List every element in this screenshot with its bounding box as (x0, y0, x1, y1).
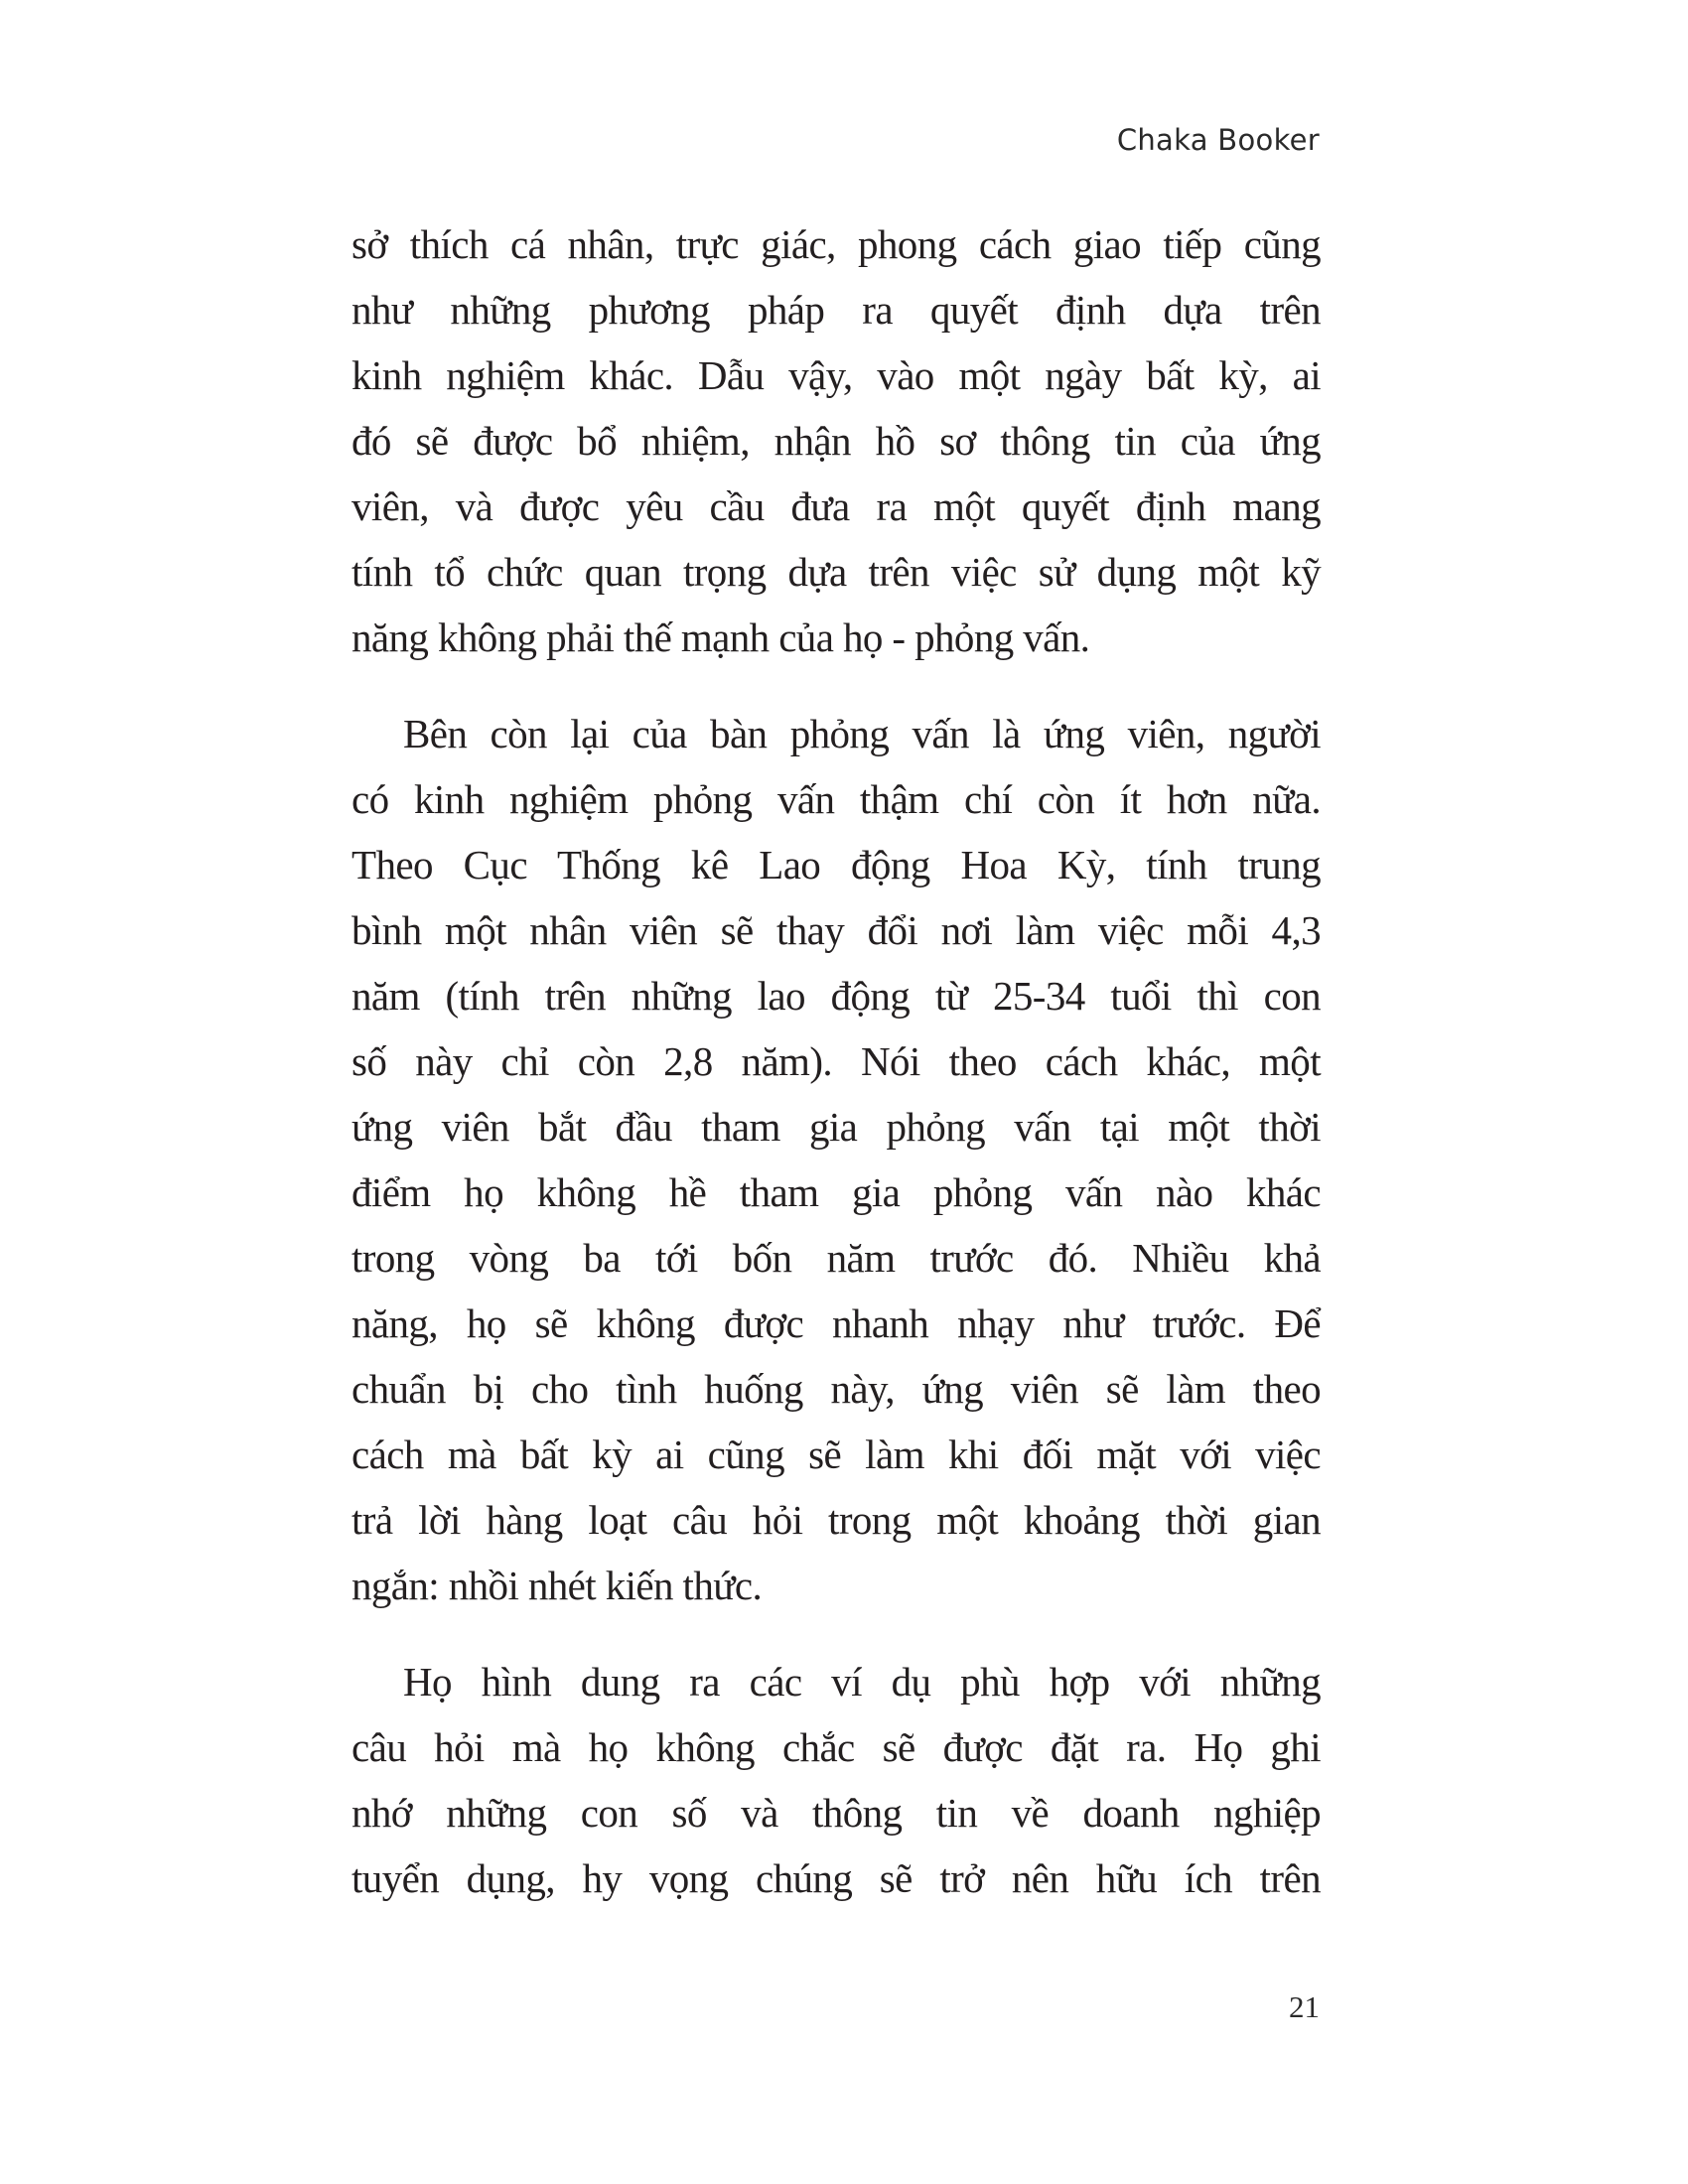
text-line: Theo Cục Thống kê Lao động Hoa Kỳ, tính trung (352, 842, 1321, 887)
text-line: cách mà bất kỳ ai cũng sẽ làm khi đối mặt với việc (352, 1432, 1321, 1477)
text-line: điểm họ không hề tham gia phỏng vấn nào khác (352, 1169, 1321, 1215)
text-line: kinh nghiệm khác. Dẫu vậy, vào một ngày bất kỳ, ai (352, 352, 1321, 398)
paragraph-2 (352, 701, 1321, 1618)
text-line: trong vòng ba tới bốn năm trước đó. Nhiều khả (352, 1235, 1321, 1281)
body-text (352, 211, 1321, 1942)
text-line: ứng viên bắt đầu tham gia phỏng vấn tại một thời (352, 1104, 1321, 1150)
text-line: Họ hình dung ra các ví dụ phù hợp với những (403, 1659, 1321, 1705)
text-line: như những phương pháp ra quyết định dựa trên (352, 287, 1321, 333)
text-line: năm (tính trên những lao động từ 25-34 tuổi thì con (352, 973, 1321, 1019)
text-line: số này chỉ còn 2,8 năm). Nói theo cách khác, một (352, 1038, 1321, 1084)
text-line: chuẩn bị cho tình huống này, ứng viên sẽ làm theo (352, 1366, 1321, 1412)
text-line: viên, và được yêu cầu đưa ra một quyết định mang (352, 483, 1321, 529)
text-line: nhớ những con số và thông tin về doanh nghiệp (352, 1790, 1321, 1836)
text-line: tính tổ chức quan trọng dựa trên việc sử dụng một kỹ (352, 549, 1321, 595)
paragraph-3 (352, 1649, 1321, 1911)
text-line: tuyển dụng, hy vọng chúng sẽ trở nên hữu ích trên (352, 1855, 1321, 1901)
running-head: Chaka Booker (1116, 123, 1320, 157)
text-line: bình một nhân viên sẽ thay đổi nơi làm việc mỗi 4,3 (352, 907, 1321, 953)
text-line: Bên còn lại của bàn phỏng vấn là ứng viên, người (403, 711, 1321, 756)
text-line: câu hỏi mà họ không chắc sẽ được đặt ra. Họ ghi (352, 1724, 1321, 1770)
text-line: năng, họ sẽ không được nhanh nhạy như trước. Để (352, 1300, 1321, 1346)
text-line: ngắn: nhồi nhét kiến thức. (352, 1563, 763, 1608)
text-line: đó sẽ được bổ nhiệm, nhận hồ sơ thông tin của ứng (352, 418, 1321, 464)
page-number: 21 (1289, 1989, 1320, 2024)
text-line: sở thích cá nhân, trực giác, phong cách giao tiếp cũng (352, 221, 1321, 267)
paragraph-1 (352, 211, 1321, 670)
text-line: trả lời hàng loạt câu hỏi trong một khoảng thời gian (352, 1497, 1321, 1543)
text-line: có kinh nghiệm phỏng vấn thậm chí còn ít hơn nữa. (352, 776, 1321, 822)
text-line: năng không phải thế mạnh của họ - phỏng vấn. (352, 614, 1090, 660)
